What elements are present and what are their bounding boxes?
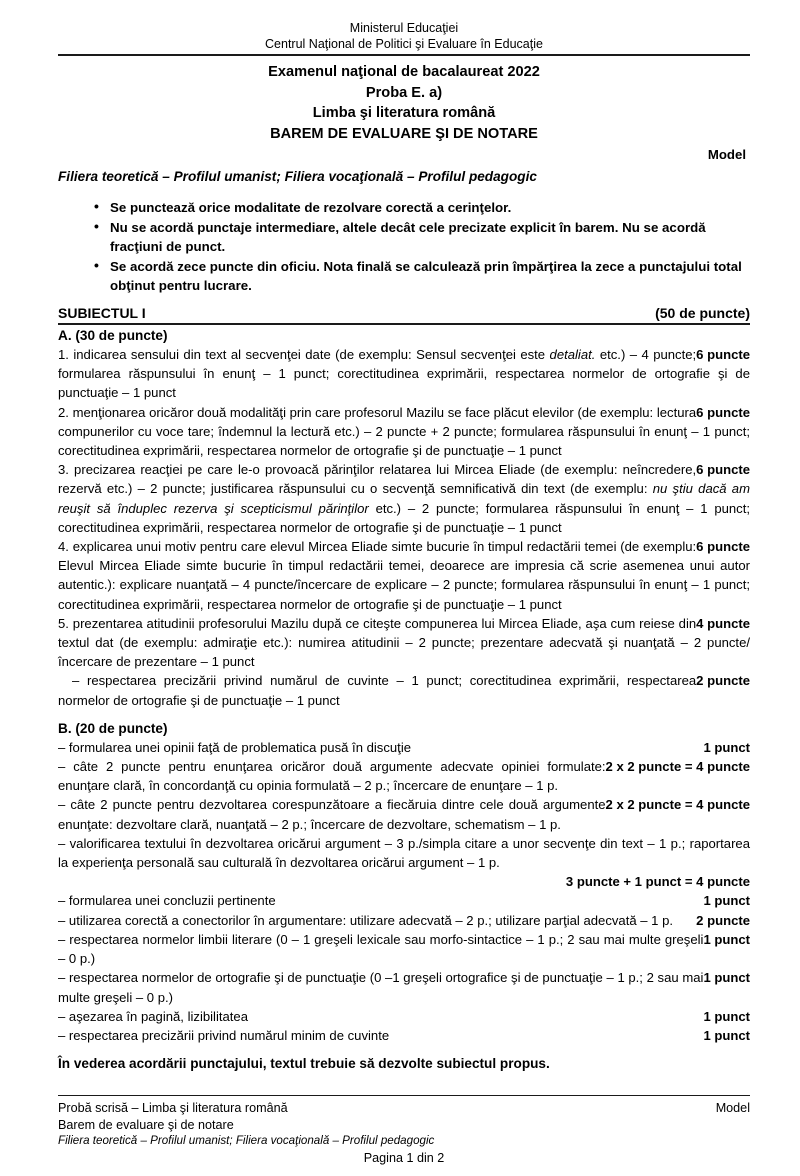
item-text: – respectarea precizării privind numărul minim de cuvinte [58,1027,390,1043]
subject-points: (50 de puncte) [655,305,750,321]
part-a-heading: A. (30 de puncte) [58,328,168,343]
part-b-item-4 [58,834,750,872]
ministry-line-2: Centrul Naţional de Politici şi Evaluare în Educaţie [265,37,543,51]
part-b-item-4-points: 3 puncte + 1 punct = 4 puncte [565,874,750,890]
part-a-item-1 [58,345,750,403]
part-a-item-6 [58,671,750,709]
part-a-item-5 [58,614,750,672]
item-points: 1 punct [703,931,750,947]
item-tail: etc.) – 4 puncte; formularea răspunsului în enunţ – 1 punct; corectitudinea exprimării, respectarea normelor de ortografie şi de punctuaţie – 1 punct [58,347,750,401]
page-footer [58,1095,750,1166]
subject-heading-bar [58,304,750,325]
item-points: 1 punct [703,739,750,755]
item-text: – respectarea normelor limbii literare (0 – 1 greşeli lexicale sau morfo-sintactice – 1 p.; 2 sau mai multe greşeli – 0 p.) [58,931,704,967]
list-item: • Nu se acordă punctaje intermediare, altele decât cele precizate explicit în barem. Nu se acordă fracţiuni de punct. [94,218,750,256]
part-a-item-2 [58,403,750,461]
item-text: – valorificarea textului în dezvoltarea oricărui argument – 3 p./simpla citare a unor secvenţe din text – 1 p.; raportarea la experienţa personală sau culturală în dezvoltarea oricărui argument – 1 p. [58,835,750,871]
item-text: – câte 2 puncte pentru enunţarea oricăror două argumente adecvate opiniei formulate: enunţare clară, în concordanţă cu opinia formulată – 2 p.; încercare de enunţare – 1 p. [58,759,606,794]
item-lead: 3. precizarea reacţiei pe care le-o provoacă părinţilor relatarea lui Mircea Eliade (de exemplu: neîncredere, rezervă etc.) – 2 puncte; justificarea răspunsului cu o secvenţă semnificativă din text (de exemplu: [58,462,697,497]
item-tail: etc.) – 2 puncte; formularea răspunsului în enunţ – 1 punct; corectitudinea exprimării, respectarea normelor de ortografie şi de punctuaţie – 1 punct [58,500,750,535]
part-b-item-9 [58,1007,750,1026]
closing-note: În vederea acordării punctajului, textul trebuie să dezvolte subiectul propus. [58,1056,550,1072]
item-text: – formularea unei concluzii pertinente [58,893,276,909]
part-b-heading: B. (20 de puncte) [58,720,168,736]
subject-title: SUBIECTUL I [58,305,146,321]
item-points: 1 punct [703,970,750,986]
grading-notes-list [58,198,750,295]
footer-line-1: Probă scrisă – Limba şi literatura română [58,1101,288,1115]
exam-title-block [58,62,750,144]
part-b-item-2 [58,757,750,795]
item-points: 1 punct [703,1008,750,1024]
footer-line-2: Barem de evaluare şi de notare [58,1117,234,1132]
footer-page-number: Pagina 1 din 2 [363,1150,445,1165]
part-b-item-8 [58,968,750,1006]
item-points: 2 x 2 puncte = 4 puncte [605,759,750,775]
item-points: 4 puncte [696,615,750,631]
item-lead: – respectarea precizării privind numărul de cuvinte – 1 punct; corectitudinea exprimării, respectarea normelor de ortografie şi de punctuaţie – 1 punct [58,673,697,708]
list-item: • Se acordă zece puncte din oficiu. Nota finală se calculează prin împărţirea la zece a punctajului total obţinut pentru lucrare. [94,257,750,295]
item-italic: detaliat. [549,347,596,362]
item-points: 6 puncte [696,347,750,362]
item-text: – aşezarea în pagină, lizibilitatea [58,1008,248,1024]
item-text: – câte 2 puncte pentru dezvoltarea corespunzătoare a fiecăruia dintre cele două argumente enunţate: dezvoltare clară, nuanţată – 2 p.; încercare de dezvoltare, schematism – 1 p. [58,797,606,832]
document-body [58,0,750,1073]
exam-title-line-4: BAREM DE EVALUARE ŞI DE NOTARE [270,125,538,142]
part-a-item-4 [58,537,750,614]
header-divider [58,54,750,56]
item-points: 2 x 2 puncte = 4 puncte [605,797,750,813]
list-item: • Se punctează orice modalitate de rezolvare corectă a cerinţelor. [94,198,750,217]
exam-title-line-3: Limba şi literatura română [312,105,496,121]
part-b-item-3 [58,795,750,833]
item-italic: nu ştiu dacă am reuşit să înduplec rezerva şi scepticismul părinţilor [58,481,750,516]
item-points: 2 puncte [696,673,750,689]
item-points: 2 puncte [696,912,750,928]
item-points: 1 punct [703,1027,750,1043]
ministry-header [58,0,750,52]
item-points: 6 puncte [696,539,750,555]
part-b-item-10 [58,1026,750,1045]
filiera-line: Filiera teoretică – Profilul umanist; Filiera vocaţională – Profilul pedagogic [58,169,537,184]
item-points: 6 puncte [696,404,750,420]
item-text: – utilizarea corectă a conectorilor în argumentare: utilizare adecvată – 2 p.; utilizare parţial adecvată – 1 p. [58,912,674,928]
model-label-top: Model [707,147,746,162]
item-lead: 2. menţionarea oricăror două modalităţi prin care profesorul Mazilu se face plăcut elevilor (de exemplu: lectura compunerilor cu voce tare; îndemnul la lectură etc.) – 2 puncte + 2 puncte; formularea răspunsului în enunţ – 1 punct; corectitudinea exprimării, respectarea normelor de ortografie şi de punctuaţie – 1 punct [58,404,750,459]
part-b-item-6 [58,911,750,930]
part-b-item-7 [58,930,750,968]
item-points: 6 puncte [696,462,750,478]
item-text: – formularea unei opinii faţă de problematica pusă în discuţie [58,739,412,755]
footer-divider [58,1095,750,1096]
item-lead: 4. explicarea unui motiv pentru care elevul Mircea Eliade simte bucurie în timpul redactării temei (de exemplu: Elevul Mircea Eliade simte bucurie în timpul redactării temei, deoarece are impresia că scrie asemenea unui autor autentic.): explicare nuanţată – 4 puncte/încercare de explicare – 2 puncte; formularea răspunsului în enunţ – 1 punct; corectitudinea exprimării, respectarea normelor de ortografie şi de punctuaţie – 1 punct [58,539,750,612]
footer-row [58,1100,750,1150]
footer-line-3: Filiera teoretică – Profilul umanist; Filiera vocaţională – Profilul pedagogic [58,1134,435,1147]
item-lead: 1. indicarea sensului din text al secvenţei date (de exemplu: Sensul secvenţei este [58,347,550,362]
part-b-item-5 [58,891,750,910]
part-a-item-3 [58,460,750,537]
item-text: – respectarea normelor de ortografie şi de punctuaţie (0 –1 greşeli ortografice şi de punctuaţie – 1 p.; 2 sau mai multe greşeli – 0 p.) [58,970,704,1005]
footer-left-block [58,1100,434,1150]
part-b-item-1 [58,738,750,757]
exam-title-line-2: Proba E. a) [365,84,443,101]
ministry-line-1: Ministerul Educaţiei [349,21,459,35]
item-lead: 5. prezentarea atitudinii profesorului Mazilu după ce citeşte compunerea lui Mircea Eliade, aşa cum reiese din textul dat (de exemplu: admiraţie etc.): numirea atitudinii – 2 puncte; prezentare adecvată şi nuanţată – 2 puncte/încercare de prezentare – 1 punct [58,615,750,670]
item-points: 1 punct [703,893,750,909]
exam-title-line-1: Examenul naţional de bacalaureat 2022 [268,64,540,80]
footer-model-label: Model [715,1101,750,1115]
